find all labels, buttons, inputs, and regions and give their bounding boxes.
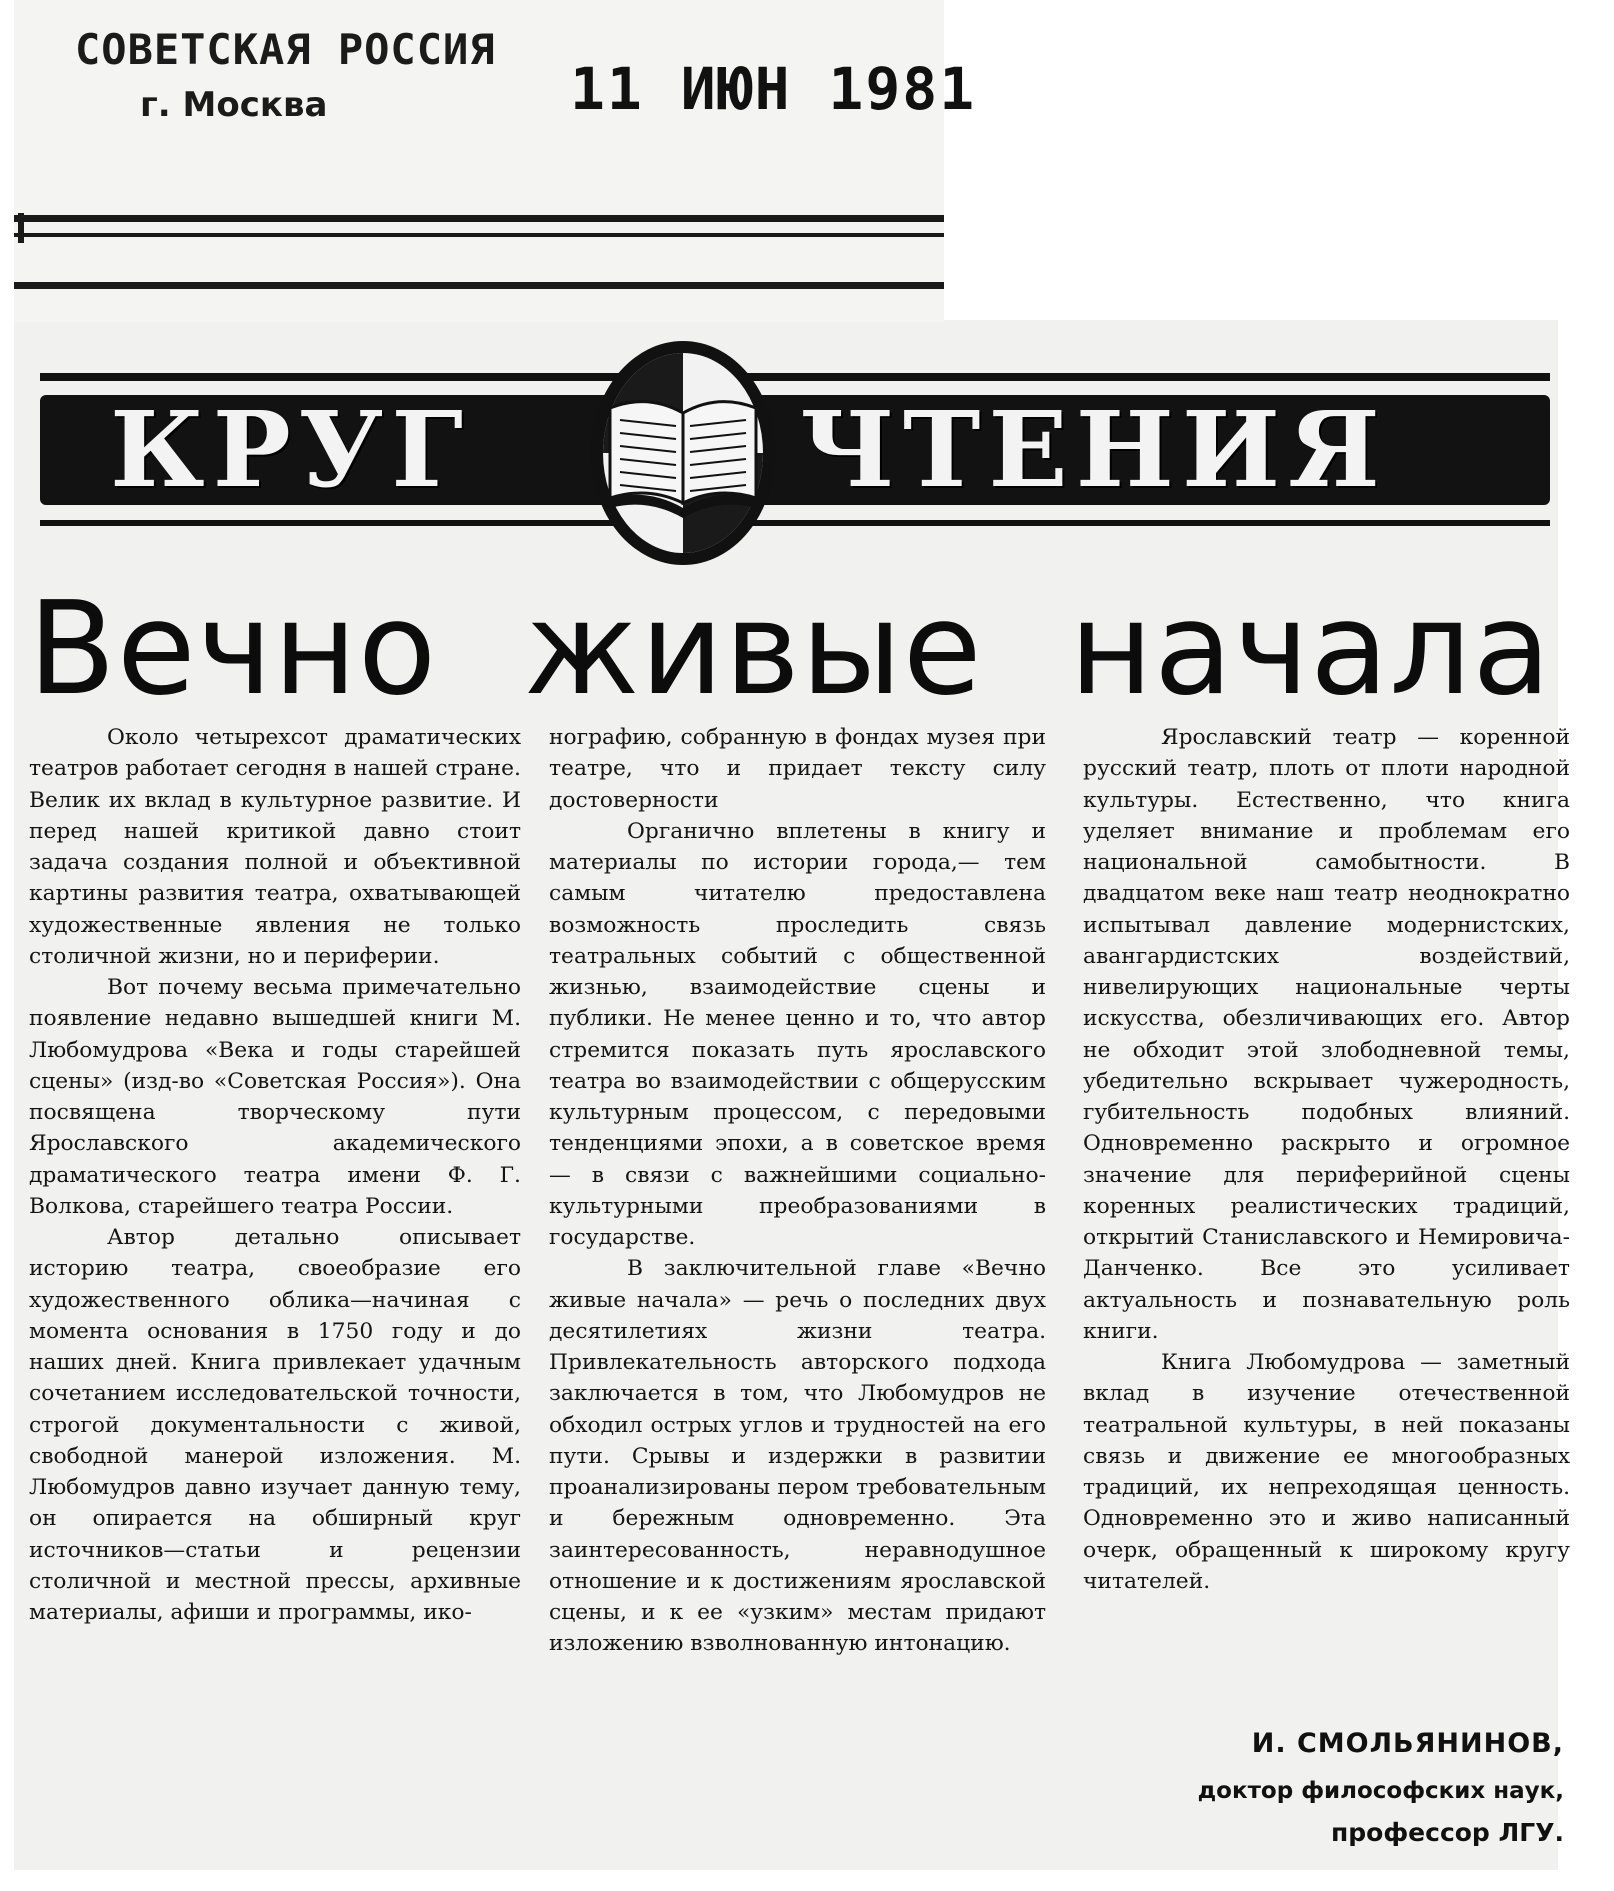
top-rule-1 <box>14 215 944 222</box>
paragraph: Органично вплетены в книгу и материалы по истории города,— тем самым читателю предоставлена возможность проследить связь театральных событий с общественной жизнью, взаимодействие сцены и публики. Не менее ценно и то, что автор стремится показать путь ярославского театра во взаимодействии с общерусским культурным процессом, с передовыми тенденциями эпохи, а в советское время — в связи с важнейшими социально-культурными преобразованиями в государстве. <box>549 818 1046 1250</box>
paragraph: Книга Любомудрова — заметный вклад в изучение отечественной театральной культуры, в ней показаны связь и движение ее многообразных традиций, их непреходящая ценность. Одновременно это и живо написанный очерк, обращенный к широкому кругу читателей. <box>1083 1350 1570 1594</box>
rubric-right-word: ЧТЕНИЯ <box>800 388 1388 511</box>
open-book-icon <box>588 338 778 568</box>
article-column-1 <box>29 722 521 1628</box>
author-name: И. СМОЛЬЯНИНОВ, <box>1251 1728 1564 1759</box>
article-headline: Вечно живые начала <box>28 575 1552 724</box>
stamp-newspaper-name: СОВЕТСКАЯ РОССИЯ <box>75 25 496 74</box>
author-affiliation: профессор ЛГУ. <box>1331 1818 1564 1847</box>
paragraph: Около четырехсот драматических театров работает сегодня в нашей стране. Велик их вклад в культурное развитие. И перед нашей критикой давно стоит задача создания полной и объективной картины развития театра, охватывающей художественные явления не только столичной жизни, но и периферии. <box>29 725 521 969</box>
stamp-date: 11 ИЮН 1981 <box>570 55 977 123</box>
banner-top-rule <box>40 373 1550 381</box>
banner-bottom-rule <box>40 520 1550 526</box>
author-title: доктор философских наук, <box>1197 1778 1564 1804</box>
rubric-left-word: КРУГ <box>110 388 472 511</box>
article-column-2 <box>549 722 1046 1660</box>
paragraph: В заключительной главе «Вечно живые начала» — речь о последних двух десятилетиях жизни театра. Привлекательность авторского подхода заключается в том, что Любомудров не обходил острых углов и трудностей на его пути. Срывы и издержки в развитии проанализированы пером требовательным и бережным одновременно. Эта заинтересованность, неравнодушное отношение и к достижениям ярославской сцены, и к ее «узким» местам придают изложению взволнованную интонацию. <box>549 1256 1046 1657</box>
paragraph: Ярославский театр — коренной русский театр, плоть от плоти народной культуры. Естественно, что книга уделяет внимание и проблемам его национальной самобытности. В двадцатом веке наш театр неоднократно испытывал давление модернистских, авангардистских воздействий, нивелирующих национальные черты искусства, обезличивающих его. Автор не обходит этой злободневной темы, убедительно вскрывает чужеродность, губительность подобных влияний. Одновременно раскрыто и огромное значение для периферийной сцены коренных реалистических традиций, открытий Станиславского и Немировича-Данченко. Все это усиливает актуальность и познавательную роль книги. <box>1083 725 1570 1344</box>
top-rule-2 <box>14 233 944 237</box>
stamp-city: г. Москва <box>140 85 328 125</box>
top-rule-3 <box>14 282 944 289</box>
paragraph: Вот почему весьма примечательно появление недавно вышедшей книги М. Любомудрова «Века и годы старейшей сцены» (изд-во «Советская Россия»). Она посвящена творческому пути Ярославского академического драматического театра имени Ф. Г. Волкова, старейшего театра России. <box>29 975 521 1219</box>
paragraph: нографию, собранную в фондах музея при театре, что и придает тексту силу достоверности <box>549 725 1046 813</box>
article-column-3 <box>1083 722 1570 1597</box>
paragraph: Автор детально описывает историю театра, своеобразие его художественного облика—начиная с момента основания в 1750 году и до наших дней. Книга привлекает удачным сочетанием исследовательской точности, строгой документальности с живой, свободной манерой изложения. М. Любомудров давно изучает данную тему, он опирается на обширный круг источников—статьи и рецензии столичной и местной прессы, архивные материалы, афиши и программы, ико- <box>29 1225 521 1625</box>
